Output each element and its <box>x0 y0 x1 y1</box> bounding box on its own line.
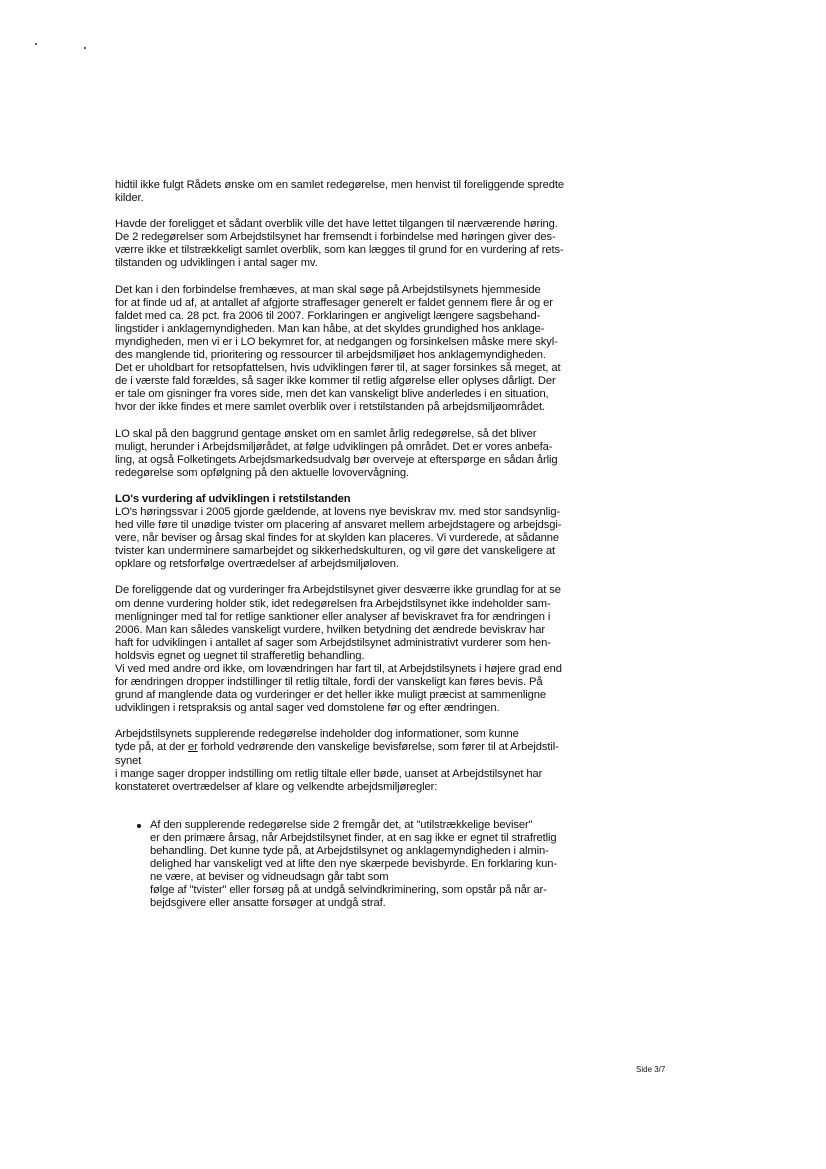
text-line: lingstider i anklagemyndigheden. Man kan håbe, at det skyldes grundighed hos anklage- <box>115 322 545 335</box>
paragraph <box>115 218 655 270</box>
text-line: kilder. <box>115 192 144 205</box>
text-line: følge af "tvister" eller forsøg på at undgå selvindkriminering, som opstår på når ar- <box>150 884 547 897</box>
text-line: bejdsgivere eller ansatte forsøger at undgå straf. <box>150 897 386 910</box>
text-line: konstateret overtrædelser af klare og velkendte arbejdsmiljøregler: <box>115 780 438 793</box>
text-line: er tale om gisninger fra vores side, men det kan vanskeligt blive anderledes i en situation, <box>115 388 549 401</box>
text-line: Det er uholdbart for retsopfattelsen, hvis udviklingen fører til, at sager forsinkes så meget, at <box>115 362 561 375</box>
text-line: værre ikke et tilstrækkeligt samlet overblik, som kan lægges til grund for en vurdering af rets- <box>115 244 564 257</box>
text-fragment: forhold vedrørende den vanskelige bevisførelse, som fører til at Arbejdstil- <box>197 741 559 754</box>
text-line: ling, at også Folketingets Arbejdsmarkedsudvalg bør overveje at efterspørge en sådan årlig <box>115 453 558 466</box>
text-line: redegørelse som opfølgning på den aktuelle lovovervågning. <box>115 466 409 479</box>
text-line: tvister kan underminere samarbejdet og sikkerhedskulturen, og vil gøre det vanskeligere at <box>115 545 555 558</box>
paragraph <box>115 584 655 715</box>
text-line: Arbejdstilsynets supplerende redegørelse indeholder dog informationer, som kunne <box>115 728 519 741</box>
text-line: for at finde ud af, at antallet af afgjorte straffesager generelt er faldet gennem flere år og er <box>115 296 553 309</box>
text-line: de i værste fald forældes, så sager ikke kommer til retlig afgørelse eller oplyses dårligt. Der <box>115 375 556 388</box>
text-line: delighed har vanskeligt ved at lifte den nye skærpede bevisbyrde. En forklaring kun- <box>150 858 558 871</box>
scan-speck <box>35 43 37 45</box>
paragraph <box>115 284 655 415</box>
text-line: behandling. Det kunne tyde på, at Arbejdstilsynet og anklagemyndigheden i almin- <box>150 845 549 858</box>
paragraph <box>115 728 655 793</box>
text-line: Havde der foreligget et sådant overblik ville det have lettet tilgangen til nærværende høring. <box>115 218 558 231</box>
text-line: haft for udviklingen i antallet af sager som Arbejdstilsynet administrativt vurderer som hen- <box>115 636 551 649</box>
underlined-word: er <box>188 741 198 754</box>
text-line: des manglende tid, prioritering og ressourcer til arbejdsmiljøet hos anklagemyndigheden. <box>115 349 546 362</box>
section-block <box>115 493 655 572</box>
text-line: Det kan i den forbindelse fremhæves, at man skal søge på Arbejdstilsynets hjemmeside <box>115 283 541 296</box>
bullet-icon <box>137 824 141 828</box>
paragraph <box>115 179 655 205</box>
text-line: menligninger med tal for retlige sanktioner eller analyser af beviskravet fra for ændringen i <box>115 610 551 623</box>
text-line: faldet med ca. 28 pct. fra 2006 til 2007. Forklaringen er angiveligt længere sagsbehand- <box>115 309 541 322</box>
text-line: for ændringen dropper indstillinger til retlig tiltale, fordi der vanskeligt kan føres bevis. På <box>115 676 543 689</box>
text-line: om denne vurdering holder stik, idet redegørelsen fra Arbejdstilsynet ikke indeholder sam- <box>115 597 551 610</box>
text-line: grund af manglende data og vurderinger er det heller ikke muligt præcist at sammenligne <box>115 689 546 702</box>
bullet-item <box>137 819 655 911</box>
text-line: De foreliggende dat og vurderinger fra Arbejdstilsynet giver desværre ikke grundlag for at se <box>115 584 561 597</box>
text-line: vere, når beviser og årsag skal findes for at skylden kan placeres. Vi vurderede, at sådanne <box>115 532 559 545</box>
paragraph <box>115 428 655 480</box>
text-line: muligt, herunder i Arbejdsmiljørådet, at følge udviklingen på området. Det er vores anbefa- <box>115 440 553 453</box>
text-line: myndigheden, men vi er i LO bekymret for, at nedgangen og forsinkelsen måske mere skyl- <box>115 335 558 348</box>
text-line: hidtil ikke fulgt Rådets ønske om en samlet redegørelse, men henvist til foreliggende spredte <box>115 179 564 191</box>
text-line: Af den supplerende redegørelse side 2 fremgår det, at "utilstrækkelige beviser" <box>150 818 533 831</box>
text-line: opklare og retsforfølge overtrædelser af arbejdsmiljøloven. <box>115 558 399 571</box>
text-line: LO skal på den baggrund gentage ønsket om en samlet årlig redegørelse, så det bliver <box>115 427 537 440</box>
text-line: tilstanden og udviklingen i antal sager mv. <box>115 257 318 270</box>
text-line: hed ville føre til unødige tvister om placering af ansvaret mellem arbejdstagere og arbejdsgi- <box>115 519 562 532</box>
text-line: i mange sager dropper indstilling om retlig tiltale eller bøde, uanset at Arbejdstilsynet har <box>115 767 543 780</box>
text-line: ne være, at beviser og vidneudsagn går tabt som <box>150 871 389 884</box>
scan-speck <box>84 47 86 49</box>
text-line: er den primære årsag, når Arbejdstilsynet finder, at en sag ikke er egnet til strafretlig <box>150 831 557 844</box>
text-line: Vi ved med andre ord ikke, om lovændringen har fart til, at Arbejdstilsynets i højere grad end <box>115 663 562 675</box>
text-line: 2006. Man kan således vanskeligt vurdere, hvilken betydning det ændrede beviskrav har <box>115 623 545 636</box>
text-line: LO's høringssvar i 2005 gjorde gældende, at lovens nye beviskrav mv. med stor sandsynlig- <box>115 505 561 518</box>
text-fragment: tyde på, at der <box>115 741 189 754</box>
text-line: udviklingen i retspraksis og antal sager ved domstolene før og efter ændringen. <box>115 702 500 715</box>
text-line: holdsvis egnet og uegnet til strafferetlig behandling. <box>115 649 365 662</box>
page-number: Side 3/7 <box>636 1065 666 1074</box>
text-line: De 2 redegørelser som Arbejdstilsynet har fremsendt i forbindelse med høringen giver des- <box>115 231 556 244</box>
document-body <box>115 179 655 911</box>
text-line <box>115 741 655 754</box>
text-line: synet <box>115 754 142 767</box>
section-heading: LO's vurdering af udviklingen i retstilstanden <box>115 492 351 505</box>
text-line: hvor der ikke findes et mere samlet overblik over i retstilstanden på arbejdsmiljøområdet. <box>115 401 545 414</box>
